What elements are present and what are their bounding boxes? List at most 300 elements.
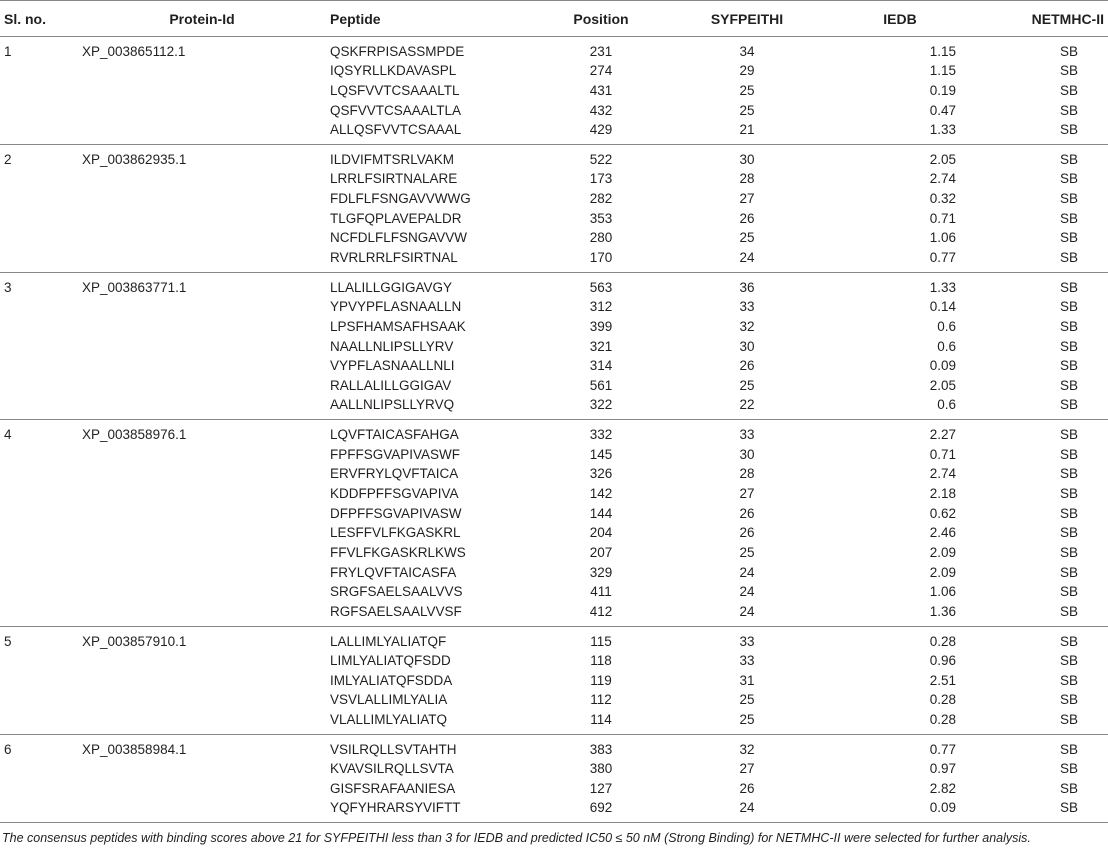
table-row (0, 562, 1108, 582)
protein-id-cell (78, 356, 326, 376)
header-peptide: Peptide (326, 1, 534, 37)
peptide-cell: LIMLYALIATQFSDD (330, 653, 451, 669)
position-cell: 119 (590, 672, 612, 688)
protein-id-cell (78, 779, 326, 799)
protein-id-cell: XP_003865112.1 (82, 44, 186, 59)
syfpeithi-cell: 29 (739, 63, 755, 79)
protein-id-cell (78, 189, 326, 209)
table-row (0, 651, 1108, 671)
peptide-cell: SRGFSAELSAALVVS (330, 584, 463, 600)
table-row (0, 759, 1108, 779)
table-row (0, 523, 1108, 543)
table-row (0, 61, 1108, 81)
iedb-cell: 0.28 (929, 692, 956, 708)
iedb-cell: 2.46 (929, 525, 956, 541)
position-cell: 170 (534, 248, 668, 273)
protein-id-cell (78, 228, 326, 248)
sl-no-cell: 6 (4, 741, 12, 757)
peptide-cell: NCFDLFLFSNGAVVW (330, 230, 468, 246)
protein-id-cell (78, 169, 326, 189)
syfpeithi-cell: 24 (668, 602, 826, 627)
syfpeithi-cell: 24 (668, 248, 826, 273)
iedb-cell: 2.27 (929, 427, 956, 443)
position-cell: 412 (534, 602, 668, 627)
protein-id-cell (78, 444, 326, 464)
protein-id-cell (78, 759, 326, 779)
table-row (0, 484, 1108, 504)
sl-no-cell (0, 651, 78, 671)
table-row (0, 543, 1108, 563)
sl-no-cell (0, 582, 78, 602)
table-header (0, 1, 1108, 37)
netmhc-cell: SB (1059, 191, 1078, 207)
peptide-cell: IMLYALIATQFSDDA (330, 672, 453, 688)
netmhc-cell: SB (1059, 210, 1078, 226)
position-cell: 321 (589, 338, 613, 354)
table-row (0, 81, 1108, 101)
iedb-cell: 2.18 (929, 485, 956, 501)
iedb-cell: 0.19 (929, 83, 956, 99)
peptide-cell: VSILRQLLSVTAHTH (330, 741, 457, 757)
syfpeithi-cell: 28 (739, 466, 755, 482)
protein-id-cell: XP_003863771.1 (82, 279, 187, 295)
position-cell: 112 (590, 692, 612, 708)
peptide-cell: LQVFTAICASFAHGA (330, 427, 459, 443)
netmhc-cell: SB (1059, 102, 1078, 118)
protein-id-cell (78, 503, 326, 523)
header-position: Position (534, 1, 668, 37)
syfpeithi-cell: 24 (739, 584, 755, 600)
sl-no-cell (0, 61, 78, 81)
position-cell: 522 (589, 152, 613, 168)
iedb-cell: 2.05 (929, 377, 956, 393)
iedb-cell: 1.36 (826, 602, 974, 627)
sl-no-cell (0, 710, 78, 735)
netmhc-cell: SB (974, 395, 1108, 420)
syfpeithi-cell: 30 (739, 446, 755, 462)
netmhc-cell: SB (1059, 466, 1078, 482)
peptide-cell: LALLIMLYALIATQF (330, 633, 447, 649)
table-row (0, 444, 1108, 464)
protein-id-cell (78, 670, 326, 690)
header-sl-no: Sl. no. (0, 1, 78, 37)
syfpeithi-cell: 32 (739, 318, 755, 334)
syfpeithi-cell: 27 (739, 485, 755, 501)
sl-no-cell (0, 169, 78, 189)
netmhc-cell: SB (1059, 653, 1078, 669)
netmhc-cell: SB (1059, 761, 1078, 777)
position-cell: 380 (589, 761, 613, 777)
peptide-cell: IQSYRLLKDAVASPL (330, 63, 457, 79)
syfpeithi-cell: 25 (739, 377, 755, 393)
sl-no-cell (0, 189, 78, 209)
iedb-cell: 0.97 (929, 761, 956, 777)
netmhc-cell: SB (1059, 505, 1078, 521)
iedb-cell: 0.32 (929, 191, 956, 207)
position-cell: 561 (589, 377, 613, 393)
position-cell: 432 (589, 102, 613, 118)
syfpeithi-cell: 34 (739, 44, 755, 59)
protein-id-cell: XP_003862935.1 (82, 152, 187, 168)
position-cell: 429 (534, 120, 668, 145)
protein-id-cell: XP_003858976.1 (82, 427, 187, 443)
syfpeithi-cell: 25 (668, 710, 826, 735)
table-row (0, 582, 1108, 602)
netmhc-cell: SB (1059, 83, 1078, 99)
sl-no-cell (0, 317, 78, 337)
netmhc-cell: SB (974, 710, 1108, 735)
protein-id-cell (78, 336, 326, 356)
position-cell: 431 (589, 83, 613, 99)
position-cell: 332 (589, 427, 613, 443)
netmhc-cell: SB (1059, 584, 1078, 600)
protein-id-cell (78, 120, 326, 145)
syfpeithi-cell: 24 (739, 564, 755, 580)
table-row (0, 734, 1108, 759)
position-cell: 312 (589, 299, 613, 315)
netmhc-cell: SB (1059, 741, 1078, 757)
protein-id-cell (78, 297, 326, 317)
protein-id-cell (78, 248, 326, 273)
sl-no-cell (0, 100, 78, 120)
sl-no-cell (0, 395, 78, 420)
sl-no-cell (0, 670, 78, 690)
sl-no-cell (0, 248, 78, 273)
syfpeithi-cell: 31 (739, 672, 755, 688)
table-row (0, 228, 1108, 248)
peptide-cell: FDLFLFSNGAVVWWG (330, 191, 471, 207)
protein-id-cell (78, 464, 326, 484)
syfpeithi-cell: 26 (739, 780, 755, 796)
table-footnote: The consensus peptides with binding scores above 21 for SYFPEITHI less than 3 for IEDB and predicted IC50 ≤ 50 nM (Strong Binding) for NETMHC-II were selected for further analysis. (2, 831, 1031, 845)
syfpeithi-cell: 36 (739, 279, 755, 295)
netmhc-cell: SB (1059, 152, 1078, 168)
table-row (0, 690, 1108, 710)
syfpeithi-cell: 22 (668, 395, 826, 420)
syfpeithi-cell: 26 (739, 358, 755, 374)
position-cell: 326 (589, 466, 613, 482)
peptide-cell: TLGFQPLAVEPALDR (330, 210, 462, 226)
iedb-cell: 0.77 (826, 248, 974, 273)
position-cell: 144 (589, 505, 613, 521)
iedb-cell: 2.51 (929, 672, 956, 688)
peptide-cell: VYPFLASNAALLNLI (330, 358, 455, 374)
table-row (0, 464, 1108, 484)
netmhc-cell: SB (1059, 299, 1078, 315)
position-cell: 115 (590, 633, 612, 649)
iedb-cell: 0.6 (937, 318, 956, 334)
sl-no-cell (0, 356, 78, 376)
syfpeithi-cell: 26 (739, 210, 755, 226)
peptide-cell: RGFSAELSAALVVSF (326, 602, 534, 627)
syfpeithi-cell: 26 (739, 505, 755, 521)
protein-id-cell (78, 798, 326, 823)
syfpeithi-cell: 25 (739, 83, 755, 99)
peptide-cell: NAALLNLIPSLLYRV (330, 338, 454, 354)
peptide-cell: KVAVSILRQLLSVTA (330, 761, 454, 777)
syfpeithi-cell: 30 (739, 338, 755, 354)
protein-id-cell (78, 208, 326, 228)
iedb-cell: 2.09 (929, 564, 956, 580)
iedb-cell: 1.33 (929, 279, 956, 295)
table-row (0, 710, 1108, 735)
peptide-cell: FRYLQVFTAICASFA (330, 564, 457, 580)
table-row (0, 189, 1108, 209)
protein-id-cell (78, 543, 326, 563)
position-cell: 173 (589, 171, 613, 187)
position-cell: 399 (589, 318, 613, 334)
sl-no-cell (0, 444, 78, 464)
syfpeithi-cell: 25 (739, 545, 755, 561)
position-cell: 280 (589, 230, 613, 246)
sl-no-cell (0, 484, 78, 504)
protein-id-cell (78, 690, 326, 710)
iedb-cell: 0.71 (929, 210, 956, 226)
peptide-cell: AALLNLIPSLLYRVQ (326, 395, 534, 420)
sl-no-cell: 2 (4, 152, 12, 168)
netmhc-cell: SB (1059, 780, 1078, 796)
iedb-cell: 2.05 (929, 152, 956, 168)
table-row (0, 272, 1108, 297)
syfpeithi-cell: 21 (668, 120, 826, 145)
peptide-cell: LQSFVVTCSAAALTL (330, 83, 460, 99)
iedb-cell: 0.6 (826, 395, 974, 420)
table-row (0, 248, 1108, 273)
position-cell: 692 (534, 798, 668, 823)
sl-no-cell (0, 120, 78, 145)
syfpeithi-cell: 27 (739, 761, 755, 777)
sl-no-cell (0, 208, 78, 228)
peptide-cell: QSKFRPISASSMPDE (330, 44, 465, 59)
position-cell: 322 (534, 395, 668, 420)
peptide-cell: DFPFFSGVAPIVASW (330, 505, 462, 521)
position-cell: 145 (589, 446, 613, 462)
sl-no-cell (0, 543, 78, 563)
netmhc-cell: SB (1059, 692, 1078, 708)
peptide-cell: RALLALILLGGIGAV (330, 377, 452, 393)
iedb-cell: 0.77 (929, 741, 956, 757)
position-cell: 231 (589, 44, 613, 59)
iedb-cell: 1.15 (929, 63, 956, 79)
syfpeithi-cell: 33 (739, 633, 755, 649)
netmhc-cell: SB (974, 602, 1108, 627)
position-cell: 282 (589, 191, 613, 207)
peptide-cell: KDDFPFFSGVAPIVA (330, 485, 459, 501)
iedb-cell: 0.14 (929, 299, 956, 315)
sl-no-cell (0, 376, 78, 396)
position-cell: 329 (589, 564, 613, 580)
netmhc-cell: SB (974, 248, 1108, 273)
syfpeithi-cell: 33 (739, 653, 755, 669)
table-row (0, 37, 1108, 62)
peptide-cell: QSFVVTCSAAALTLA (330, 102, 462, 118)
protein-id-cell: XP_003857910.1 (82, 633, 187, 649)
iedb-cell: 2.74 (929, 171, 956, 187)
iedb-cell: 0.71 (929, 446, 956, 462)
table-row (0, 626, 1108, 651)
protein-id-cell (78, 523, 326, 543)
peptide-cell: LPSFHAMSAFHSAAK (330, 318, 466, 334)
position-cell: 353 (589, 210, 613, 226)
position-cell: 314 (589, 358, 613, 374)
position-cell: 411 (590, 584, 612, 600)
syfpeithi-cell: 28 (739, 171, 755, 187)
netmhc-cell: SB (1059, 672, 1078, 688)
table-row (0, 100, 1108, 120)
syfpeithi-cell: 24 (668, 798, 826, 823)
protein-id-cell (78, 562, 326, 582)
netmhc-cell: SB (1059, 427, 1078, 443)
sl-no-cell (0, 759, 78, 779)
peptide-cell: VSVLALLIMLYALIA (330, 692, 448, 708)
table-row (0, 503, 1108, 523)
table-row (0, 376, 1108, 396)
position-cell: 383 (589, 741, 613, 757)
header-netmhc-ii: NETMHC-II (974, 1, 1108, 37)
table-row (0, 779, 1108, 799)
netmhc-cell: SB (1059, 318, 1078, 334)
table-row (0, 169, 1108, 189)
syfpeithi-cell: 27 (739, 191, 755, 207)
peptide-cell: LLALILLGGIGAVGY (330, 279, 453, 295)
table-row (0, 297, 1108, 317)
peptide-cell: FPFFSGVAPIVASWF (330, 446, 461, 462)
sl-no-cell (0, 228, 78, 248)
position-cell: 207 (589, 545, 613, 561)
sl-no-cell (0, 297, 78, 317)
iedb-cell: 2.09 (929, 545, 956, 561)
iedb-cell: 0.47 (929, 102, 956, 118)
position-cell: 274 (589, 63, 613, 79)
iedb-cell: 1.06 (929, 584, 956, 600)
netmhc-cell: SB (1059, 358, 1078, 374)
sl-no-cell (0, 336, 78, 356)
iedb-cell: 0.96 (929, 653, 956, 669)
position-cell: 142 (589, 485, 613, 501)
syfpeithi-cell: 25 (739, 102, 755, 118)
sl-no-cell (0, 779, 78, 799)
sl-no-cell (0, 562, 78, 582)
protein-id-cell (78, 61, 326, 81)
protein-id-cell (78, 395, 326, 420)
syfpeithi-cell: 26 (739, 525, 755, 541)
peptide-cell: YQFYHRARSYVIFTT (326, 798, 534, 823)
position-cell: 114 (534, 710, 668, 735)
netmhc-cell: SB (1059, 63, 1078, 79)
iedb-cell: 1.15 (929, 44, 956, 59)
protein-id-cell (78, 100, 326, 120)
table-row (0, 670, 1108, 690)
peptide-cell: ERVFRYLQVFTAICA (330, 466, 459, 482)
iedb-cell: 0.28 (929, 633, 956, 649)
iedb-cell: 1.33 (826, 120, 974, 145)
sl-no-cell (0, 798, 78, 823)
header-row (0, 1, 1108, 37)
syfpeithi-cell: 33 (739, 427, 755, 443)
iedb-cell: 2.82 (929, 780, 956, 796)
iedb-cell: 1.06 (929, 230, 956, 246)
syfpeithi-cell: 32 (739, 741, 755, 757)
iedb-cell: 0.09 (929, 358, 956, 374)
peptide-cell: ILDVIFMTSRLVAKM (330, 152, 455, 168)
table-row (0, 798, 1108, 823)
netmhc-cell: SB (1059, 564, 1078, 580)
iedb-cell: 0.6 (937, 338, 956, 354)
peptide-cell: LESFFVLFKGASKRL (330, 525, 461, 541)
peptide-cell: ALLQSFVVTCSAAAL (326, 120, 534, 145)
netmhc-cell: SB (974, 120, 1108, 145)
protein-id-cell: XP_003858984.1 (82, 741, 187, 757)
netmhc-cell: SB (1059, 633, 1078, 649)
protein-id-cell (78, 81, 326, 101)
syfpeithi-cell: 25 (739, 692, 755, 708)
peptide-cell: RVRLRRLFSIRTNAL (326, 248, 534, 273)
sl-no-cell (0, 523, 78, 543)
iedb-cell: 0.62 (929, 505, 956, 521)
position-cell: 204 (589, 525, 613, 541)
peptide-cell: VLALLIMLYALIATQ (326, 710, 534, 735)
table-row (0, 395, 1108, 420)
header-protein-id: Protein-Id (78, 1, 326, 37)
netmhc-cell: SB (1059, 230, 1078, 246)
netmhc-cell: SB (1059, 545, 1078, 561)
iedb-cell: 2.74 (929, 466, 956, 482)
sl-no-cell (0, 464, 78, 484)
peptide-cell: YPVYPFLASNAALLN (330, 299, 462, 315)
netmhc-cell: SB (1059, 377, 1078, 393)
sl-no-cell (0, 503, 78, 523)
sl-no-cell: 4 (4, 427, 12, 443)
protein-id-cell (78, 651, 326, 671)
peptide-cell: GISFSRAFAANIESA (330, 780, 456, 796)
peptide-cell: FFVLFKGASKRLKWS (330, 545, 466, 561)
syfpeithi-cell: 25 (739, 230, 755, 246)
sl-no-cell: 3 (4, 279, 12, 295)
sl-no-cell (0, 690, 78, 710)
sl-no-cell: 1 (4, 44, 12, 59)
position-cell: 563 (589, 279, 613, 295)
sl-no-cell (0, 602, 78, 627)
iedb-cell: 0.28 (826, 710, 974, 735)
table-row (0, 145, 1108, 170)
syfpeithi-cell: 33 (739, 299, 755, 315)
sl-no-cell (0, 81, 78, 101)
sl-no-cell: 5 (4, 633, 12, 649)
netmhc-cell: SB (1059, 279, 1078, 295)
table-row (0, 336, 1108, 356)
table-row (0, 356, 1108, 376)
netmhc-cell: SB (1059, 446, 1078, 462)
header-syfpeithi: SYFPEITHI (668, 1, 826, 37)
netmhc-cell: SB (974, 798, 1108, 823)
protein-id-cell (78, 602, 326, 627)
protein-id-cell (78, 376, 326, 396)
netmhc-cell: SB (1059, 171, 1078, 187)
netmhc-cell: SB (1059, 44, 1078, 59)
table-body (0, 37, 1108, 823)
position-cell: 127 (589, 780, 613, 796)
table-row (0, 208, 1108, 228)
protein-id-cell (78, 582, 326, 602)
header-iedb: IEDB (826, 1, 974, 37)
netmhc-cell: SB (1059, 485, 1078, 501)
iedb-cell: 0.09 (826, 798, 974, 823)
syfpeithi-cell: 30 (739, 152, 755, 168)
netmhc-cell: SB (1059, 338, 1078, 354)
netmhc-cell: SB (1059, 525, 1078, 541)
protein-id-cell (78, 710, 326, 735)
position-cell: 118 (590, 653, 612, 669)
